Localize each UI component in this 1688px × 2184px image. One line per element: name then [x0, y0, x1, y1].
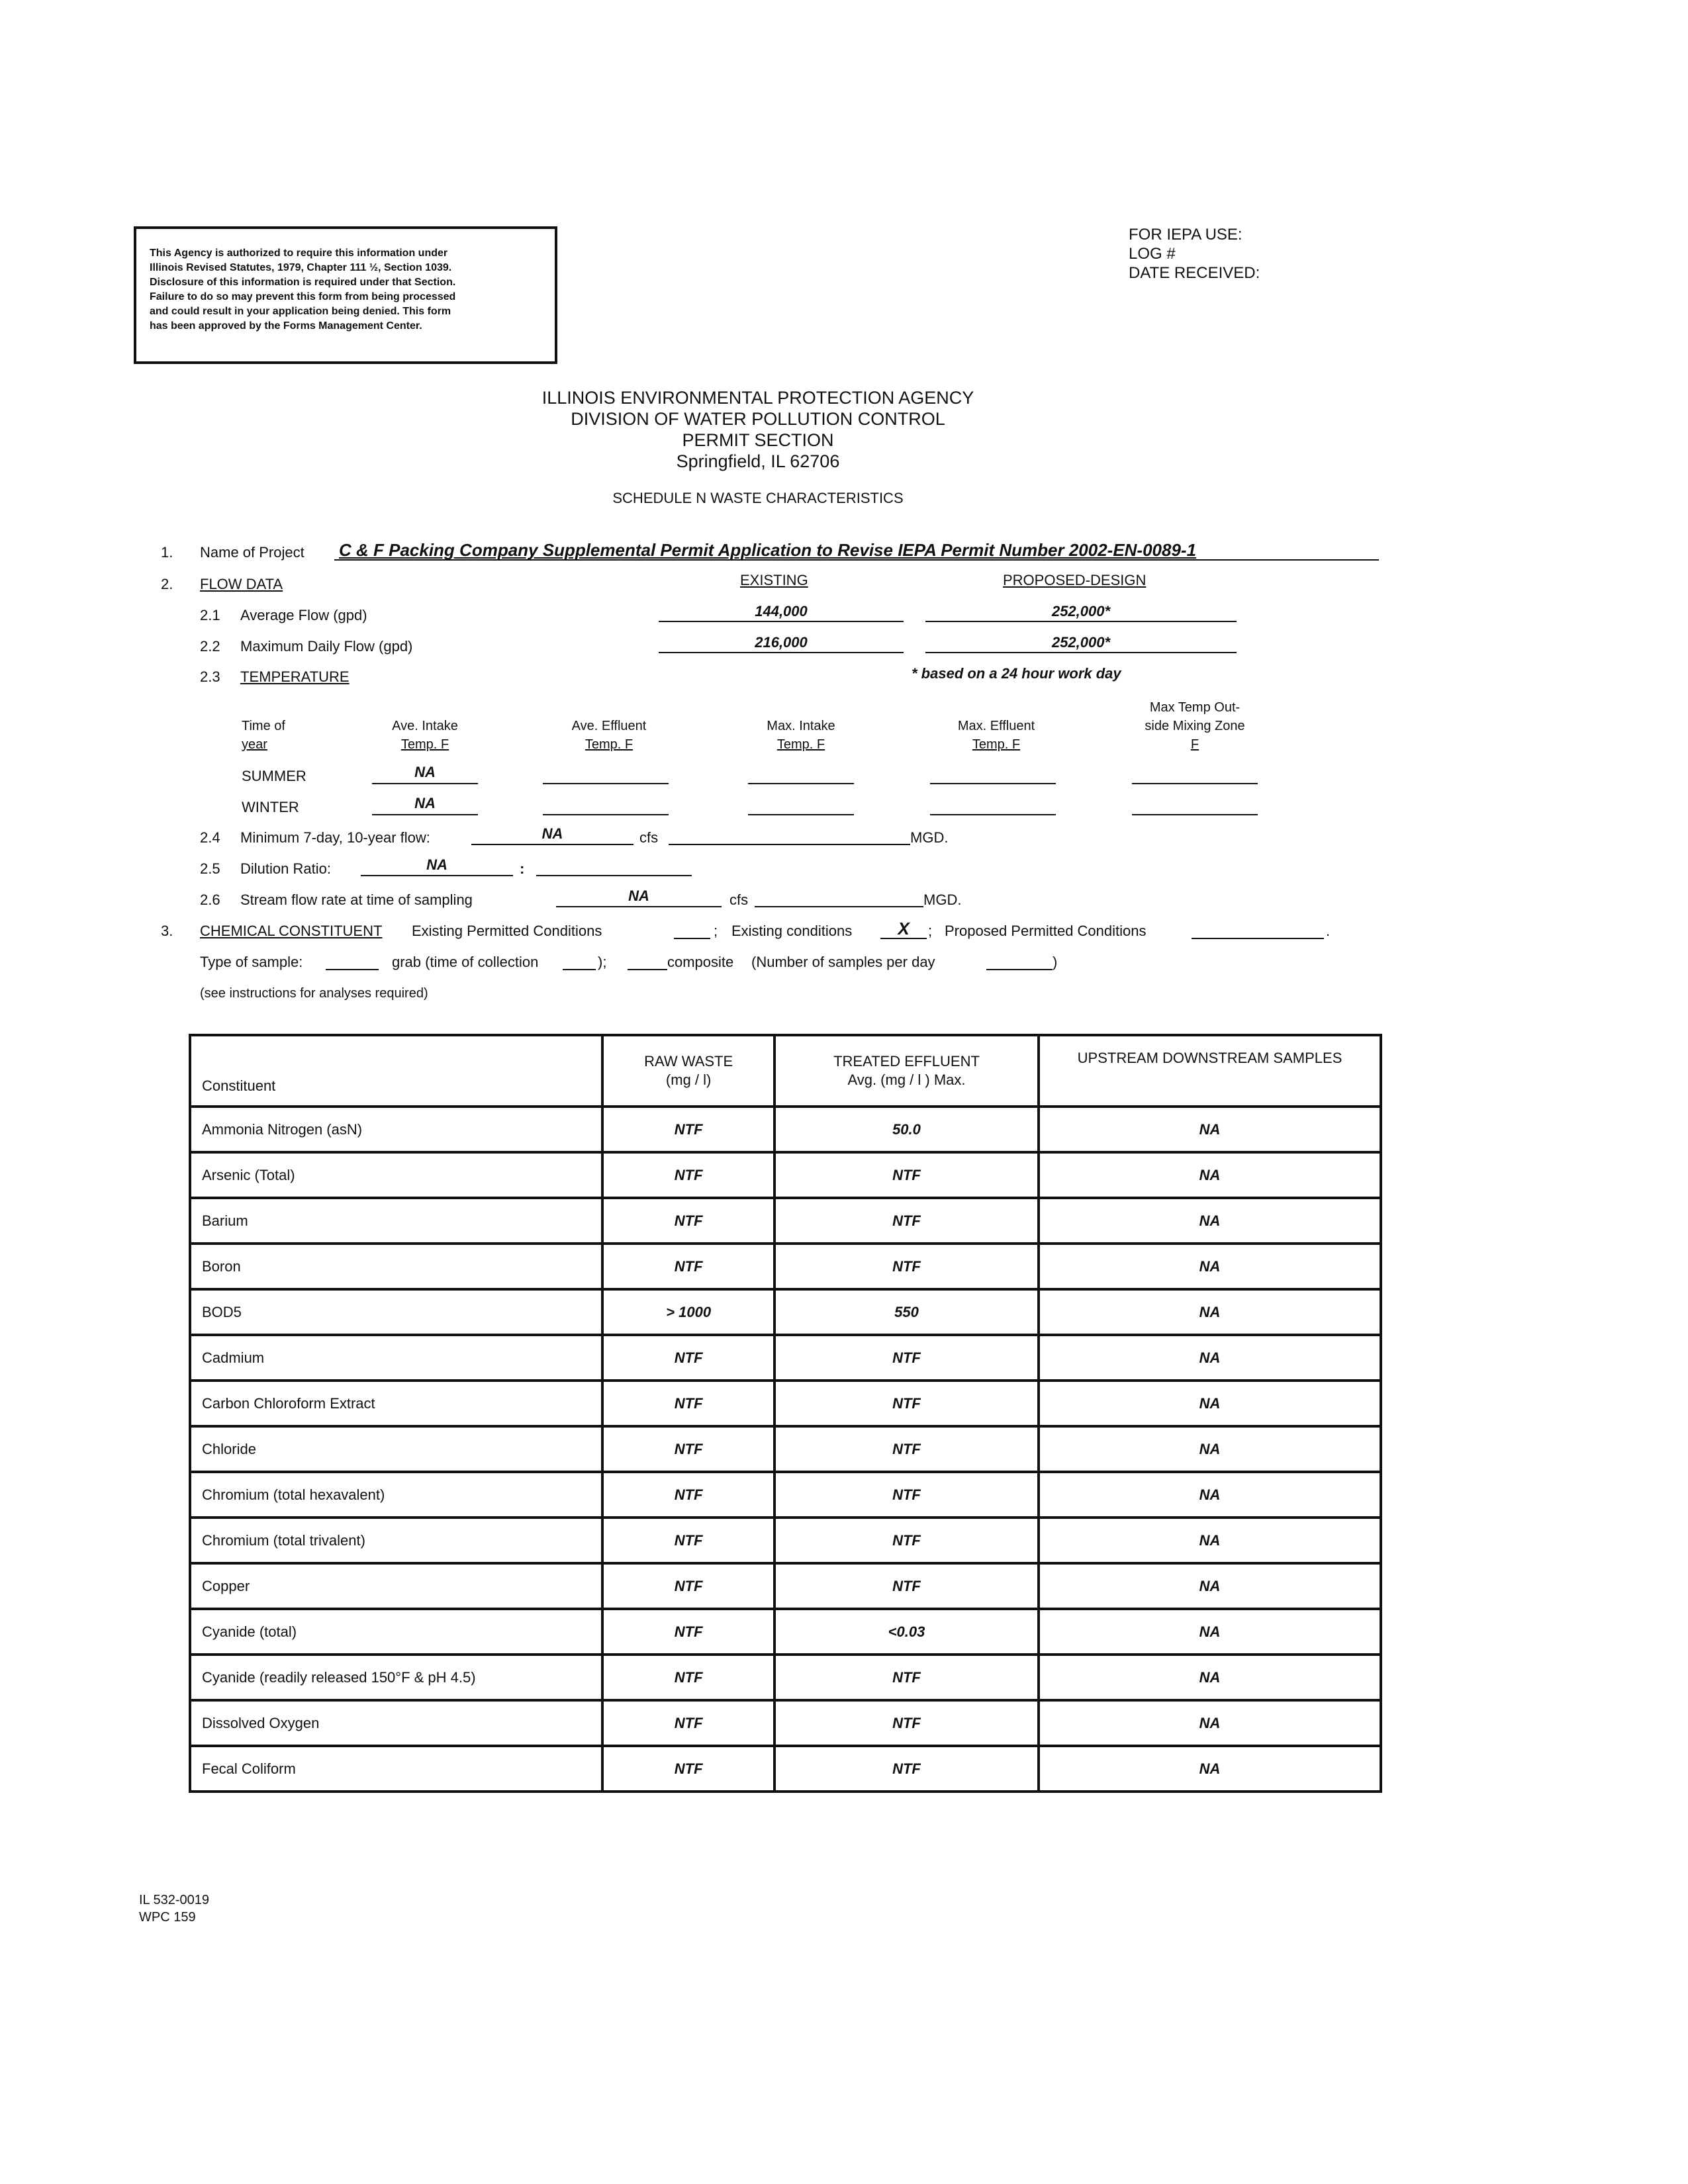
winter-label: WINTER [242, 799, 299, 815]
composite-label: composite [667, 954, 734, 970]
min-flow-cfs-field[interactable]: NA [541, 825, 563, 842]
treated-effluent-value[interactable]: 550 [774, 1289, 1039, 1335]
table-row [190, 1472, 1381, 1518]
treated-effluent-value[interactable]: 50.0 [774, 1107, 1039, 1152]
table-row [190, 1198, 1381, 1244]
winter-ave-intake-field[interactable]: NA [414, 795, 436, 811]
stream-cfs-field[interactable]: NA [628, 887, 649, 904]
col-time-of-year [242, 717, 285, 754]
treated-effluent-value[interactable]: NTF [774, 1700, 1039, 1746]
col-label: year [242, 737, 267, 752]
raw-waste-value[interactable]: > 1000 [602, 1289, 774, 1335]
raw-waste-value[interactable]: NTF [602, 1563, 774, 1609]
field-underline [361, 875, 513, 876]
raw-waste-value[interactable]: NTF [602, 1107, 774, 1152]
summer-max-effluent-field[interactable] [930, 783, 1056, 784]
col-ave-intake [372, 717, 478, 754]
flow-data-label: FLOW DATA [200, 576, 283, 592]
constituent-name: BOD5 [190, 1289, 602, 1335]
field-underline [659, 621, 904, 622]
field-underline [659, 652, 904, 653]
flow-num: 2. [161, 576, 173, 592]
notice-line: has been approved by the Forms Management Center. [150, 320, 422, 332]
max-flow-proposed-field[interactable]: 252,000* [1051, 634, 1111, 651]
field-underline [925, 621, 1237, 622]
table-row [190, 1335, 1381, 1381]
raw-waste-value[interactable]: NTF [602, 1152, 774, 1198]
existing-permitted-checkbox[interactable] [674, 938, 710, 939]
table-row [190, 1244, 1381, 1289]
form-code: IL 532-0019 [139, 1893, 210, 1907]
treated-effluent-value[interactable]: NTF [774, 1426, 1039, 1472]
dilution-separator: : [520, 860, 525, 877]
form-wpc: WPC 159 [139, 1910, 196, 1925]
proposed-permitted-label: Proposed Permitted Conditions [945, 923, 1147, 939]
constituent-table [189, 1034, 1382, 1793]
col-label: Max. Effluent [957, 719, 1035, 733]
raw-waste-value[interactable]: NTF [602, 1381, 774, 1426]
header-line: (mg / l) [665, 1071, 712, 1088]
upstream-downstream-value[interactable]: NA [1039, 1700, 1381, 1746]
table-row [190, 1609, 1381, 1655]
iepa-use-title: FOR IEPA USE: [1129, 226, 1243, 244]
dilution-num: 2.5 [200, 860, 220, 877]
summer-ave-effluent-field[interactable] [543, 783, 669, 784]
winter-ave-effluent-field[interactable] [543, 814, 669, 815]
raw-waste-value[interactable]: NTF [602, 1426, 774, 1472]
samples-per-day-field[interactable] [986, 969, 1053, 970]
raw-waste-value[interactable]: NTF [602, 1335, 774, 1381]
stream-num: 2.6 [200, 891, 220, 908]
header-constituent: Constituent [190, 1035, 602, 1107]
constituent-name: Cyanide (total) [190, 1609, 602, 1655]
min-flow-label: Minimum 7-day, 10-year flow: [240, 829, 430, 846]
avg-flow-label: Average Flow (gpd) [240, 607, 367, 623]
raw-waste-value[interactable]: NTF [602, 1700, 774, 1746]
col-ave-effluent [543, 717, 675, 754]
raw-waste-value[interactable]: NTF [602, 1655, 774, 1700]
header-line: Avg. (mg / l ) Max. [847, 1071, 966, 1088]
temperature-label: TEMPERATURE [240, 668, 350, 685]
samples-per-day-label: (Number of samples per day [751, 954, 935, 970]
col-label: F [1190, 737, 1199, 752]
mgd-unit: MGD. [910, 829, 949, 846]
col-label: Max. Intake [767, 719, 835, 733]
grab-close: ); [598, 954, 607, 970]
col-label: Temp. F [585, 737, 633, 752]
treated-effluent-value[interactable]: <0.03 [774, 1609, 1039, 1655]
max-flow-label: Maximum Daily Flow (gpd) [240, 638, 413, 655]
avg-flow-num: 2.1 [200, 607, 220, 623]
existing-permitted-label: Existing Permitted Conditions [412, 923, 602, 939]
period: . [1326, 923, 1331, 939]
treated-effluent-value[interactable]: NTF [774, 1518, 1039, 1563]
constituent-name: Barium [190, 1198, 602, 1244]
raw-waste-value[interactable]: NTF [602, 1518, 774, 1563]
treated-effluent-value[interactable]: NTF [774, 1746, 1039, 1792]
upstream-downstream-value[interactable]: NA [1039, 1107, 1381, 1152]
upstream-downstream-value[interactable]: NA [1039, 1426, 1381, 1472]
col-label: Temp. F [972, 737, 1021, 752]
min-flow-num: 2.4 [200, 829, 220, 846]
upstream-downstream-value[interactable]: NA [1039, 1655, 1381, 1700]
table-row [190, 1289, 1381, 1335]
max-flow-existing-field[interactable]: 216,000 [755, 634, 808, 651]
constituent-name: Ammonia Nitrogen (asN) [190, 1107, 602, 1152]
field-underline [925, 652, 1237, 653]
instructions-note: (see instructions for analyses required) [200, 986, 428, 1001]
table-header-row [190, 1035, 1381, 1107]
col-max-temp-outside [1119, 698, 1271, 754]
treated-effluent-value[interactable]: NTF [774, 1381, 1039, 1426]
existing-conditions-checkbox[interactable]: X [898, 919, 910, 938]
raw-waste-value[interactable]: NTF [602, 1472, 774, 1518]
agency-city: Springfield, IL 62706 [676, 451, 840, 471]
proposed-permitted-checkbox[interactable] [1192, 938, 1324, 939]
form-footer [139, 1891, 209, 1926]
winter-max-intake-field[interactable] [748, 814, 854, 815]
constituent-name: Boron [190, 1244, 602, 1289]
summer-max-intake-field[interactable] [748, 783, 854, 784]
treated-effluent-value[interactable]: NTF [774, 1152, 1039, 1198]
header-line: RAW WASTE [644, 1053, 733, 1069]
upstream-downstream-value[interactable]: NA [1039, 1563, 1381, 1609]
notice-line: Illinois Revised Statutes, 1979, Chapter 111 ½, Section 1039. [150, 262, 452, 273]
separator: ; [714, 923, 718, 939]
winter-max-outside-field[interactable] [1132, 814, 1258, 815]
cfs-unit: cfs [729, 891, 749, 908]
constituent-name: Arsenic (Total) [190, 1152, 602, 1198]
upstream-downstream-value[interactable]: NA [1039, 1472, 1381, 1518]
notice-line: Disclosure of this information is required under that Section. [150, 277, 456, 288]
constituent-name: Cadmium [190, 1335, 602, 1381]
table-row [190, 1655, 1381, 1700]
table-row [190, 1152, 1381, 1198]
paren-close: ) [1053, 954, 1058, 970]
notice-line: and could result in your application being denied. This form [150, 306, 451, 317]
field-underline [880, 938, 927, 939]
constituent-name: Chloride [190, 1426, 602, 1472]
iepa-use-block [1129, 225, 1260, 283]
table-row [190, 1563, 1381, 1609]
collection-time-field[interactable] [563, 969, 596, 970]
composite-checkbox[interactable] [628, 969, 667, 970]
col-max-intake [748, 717, 854, 754]
field-underline [556, 906, 722, 907]
stream-label: Stream flow rate at time of sampling [240, 891, 473, 908]
temperature-num: 2.3 [200, 668, 220, 685]
constituent-name: Copper [190, 1563, 602, 1609]
iepa-date-received-field: DATE RECEIVED: [1129, 264, 1260, 282]
grab-checkbox[interactable] [326, 969, 379, 970]
table-row [190, 1518, 1381, 1563]
table-row [190, 1746, 1381, 1792]
project-label: Name of Project [200, 544, 305, 561]
project-name-field[interactable]: C & F Packing Company Supplemental Permit Application to Revise IEPA Permit Number 2002-EN-0089-1 [339, 540, 1197, 560]
table-row [190, 1426, 1381, 1472]
cfs-unit: cfs [639, 829, 659, 846]
upstream-downstream-value[interactable]: NA [1039, 1381, 1381, 1426]
proposed-header: PROPOSED-DESIGN [1003, 572, 1147, 588]
dilution-ratio-field-1[interactable]: NA [426, 856, 447, 873]
upstream-downstream-value[interactable]: NA [1039, 1609, 1381, 1655]
col-label: Ave. Effluent [571, 719, 647, 733]
constituent-name: Carbon Chloroform Extract [190, 1381, 602, 1426]
field-underline [372, 814, 478, 815]
col-label: Temp. F [400, 737, 449, 752]
summer-max-outside-field[interactable] [1132, 783, 1258, 784]
iepa-log-field: LOG # [1129, 245, 1176, 263]
stream-mgd-field[interactable] [755, 906, 923, 907]
treated-effluent-value[interactable]: NTF [774, 1472, 1039, 1518]
flow-note: * based on a 24 hour work day [912, 665, 1121, 682]
upstream-downstream-value[interactable]: NA [1039, 1335, 1381, 1381]
authorization-notice [134, 226, 557, 364]
header-line: TREATED EFFLUENT [833, 1053, 980, 1069]
upstream-downstream-value[interactable]: NA [1039, 1244, 1381, 1289]
grab-label: grab (time of collection [392, 954, 539, 970]
field-underline [471, 844, 633, 845]
header-upstream-downstream: UPSTREAM DOWNSTREAM SAMPLES [1039, 1035, 1381, 1107]
table-row [190, 1700, 1381, 1746]
summer-label: SUMMER [242, 768, 306, 784]
summer-ave-intake-field[interactable]: NA [414, 764, 436, 780]
mgd-unit: MGD. [923, 891, 962, 908]
upstream-downstream-value[interactable]: NA [1039, 1518, 1381, 1563]
min-flow-mgd-field[interactable] [669, 844, 910, 845]
col-label: Temp. F [776, 737, 825, 752]
dilution-label: Dilution Ratio: [240, 860, 331, 877]
notice-line: Failure to do so may prevent this form from being processed [150, 291, 456, 302]
constituent-name: Chromium (total trivalent) [190, 1518, 602, 1563]
agency-name: ILLINOIS ENVIRONMENTAL PROTECTION AGENCY [541, 388, 974, 408]
raw-waste-value[interactable]: NTF [602, 1198, 774, 1244]
upstream-downstream-value[interactable]: NA [1039, 1198, 1381, 1244]
existing-header: EXISTING [740, 572, 808, 588]
upstream-downstream-value[interactable]: NA [1039, 1746, 1381, 1792]
division-name: DIVISION OF WATER POLLUTION CONTROL [571, 409, 945, 429]
col-label: Max Temp Out- [1149, 700, 1241, 715]
max-flow-num: 2.2 [200, 638, 220, 655]
field-underline [372, 783, 478, 784]
col-label: Time of [242, 719, 285, 733]
table-row [190, 1107, 1381, 1152]
constituent-name: Cyanide (readily released 150°F & pH 4.5) [190, 1655, 602, 1700]
chemical-label: CHEMICAL CONSTITUENT [200, 923, 383, 939]
constituent-name: Fecal Coliform [190, 1746, 602, 1792]
header-raw-waste [602, 1035, 774, 1107]
col-label: Ave. Intake [392, 719, 458, 733]
raw-waste-value[interactable]: NTF [602, 1609, 774, 1655]
upstream-downstream-value[interactable]: NA [1039, 1289, 1381, 1335]
treated-effluent-value[interactable]: NTF [774, 1198, 1039, 1244]
col-max-effluent [930, 717, 1062, 754]
section-name: PERMIT SECTION [682, 430, 834, 450]
constituent-name: Chromium (total hexavalent) [190, 1472, 602, 1518]
existing-conditions-label: Existing conditions [731, 923, 853, 939]
separator: ; [928, 923, 933, 939]
constituent-name: Dissolved Oxygen [190, 1700, 602, 1746]
col-label: side Mixing Zone [1145, 719, 1245, 733]
treated-effluent-value[interactable]: NTF [774, 1244, 1039, 1289]
header-treated-effluent [774, 1035, 1039, 1107]
raw-waste-value[interactable]: NTF [602, 1244, 774, 1289]
treated-effluent-value[interactable]: NTF [774, 1563, 1039, 1609]
schedule-title: SCHEDULE N WASTE CHARACTERISTICS [612, 490, 904, 506]
project-num: 1. [161, 544, 173, 561]
winter-max-effluent-field[interactable] [930, 814, 1056, 815]
notice-line: This Agency is authorized to require this information under [150, 248, 448, 259]
treated-effluent-value[interactable]: NTF [774, 1335, 1039, 1381]
avg-flow-proposed-field[interactable]: 252,000* [1051, 603, 1111, 619]
table-row [190, 1381, 1381, 1426]
dilution-ratio-field-2[interactable] [536, 875, 692, 876]
treated-effluent-value[interactable]: NTF [774, 1655, 1039, 1700]
avg-flow-existing-field[interactable]: 144,000 [755, 603, 808, 619]
agency-header [0, 387, 1516, 472]
upstream-downstream-value[interactable]: NA [1039, 1152, 1381, 1198]
chemical-num: 3. [161, 923, 173, 939]
project-underline [334, 559, 1379, 561]
raw-waste-value[interactable]: NTF [602, 1746, 774, 1792]
type-of-sample-label: Type of sample: [200, 954, 303, 970]
